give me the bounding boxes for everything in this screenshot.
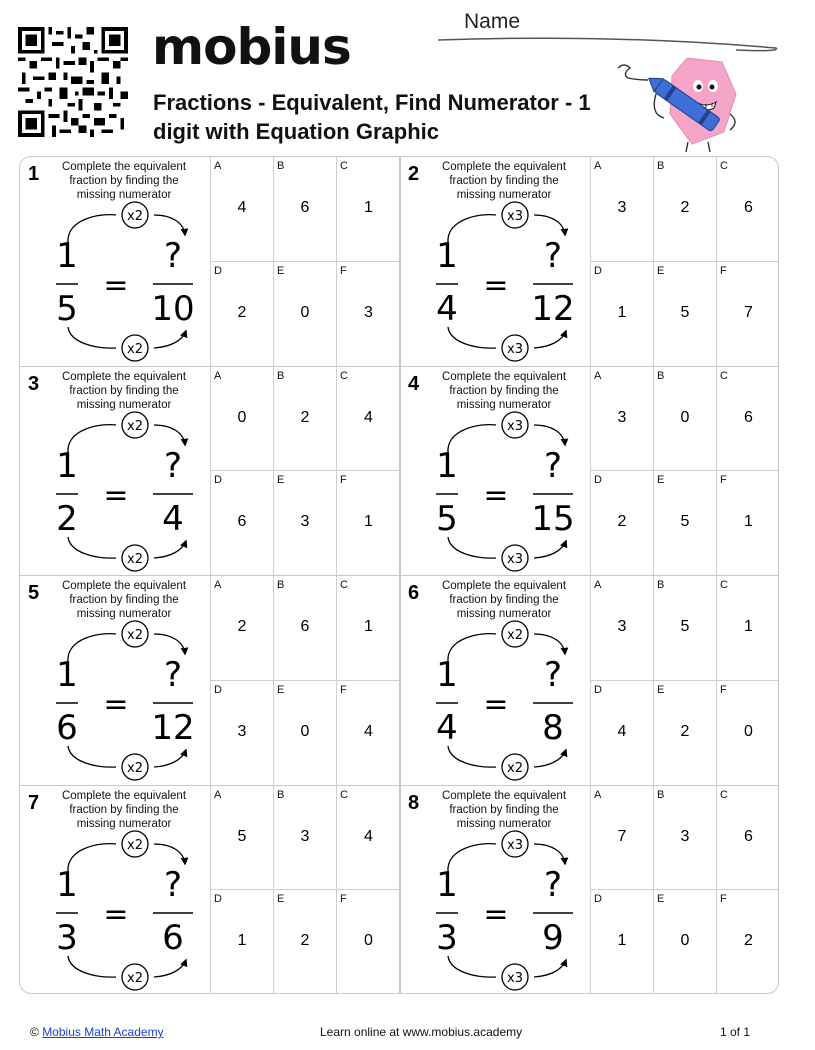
equals-sign: = bbox=[483, 268, 509, 303]
answer-option-f[interactable] bbox=[337, 890, 400, 994]
answer-option-e[interactable] bbox=[274, 471, 337, 576]
answer-option-e[interactable] bbox=[654, 262, 717, 367]
problem-3 bbox=[20, 367, 400, 577]
missing-numerator: ? bbox=[163, 655, 183, 695]
question-number: 3 bbox=[28, 372, 40, 395]
answer-option-b[interactable] bbox=[654, 157, 717, 262]
page-number: 1 of 1 bbox=[720, 1025, 751, 1039]
question-pane bbox=[20, 367, 211, 577]
answer-value: 1 bbox=[617, 932, 627, 950]
answer-option-e[interactable] bbox=[274, 681, 337, 786]
footer-website-text: Learn online at www.mobius.academy bbox=[320, 1025, 523, 1039]
equation-graphic bbox=[20, 576, 211, 785]
missing-numerator: ? bbox=[163, 864, 183, 905]
page-title: Fractions - Equivalent, Find Numerator - 1 digit with Equation Graphic bbox=[153, 90, 591, 144]
answer-letter: E bbox=[277, 264, 285, 277]
answer-value: 1 bbox=[237, 932, 247, 950]
problem-5 bbox=[20, 576, 400, 786]
answer-letter: F bbox=[720, 264, 727, 277]
multiplier-top: x2 bbox=[127, 628, 143, 643]
answer-option-b[interactable] bbox=[274, 157, 337, 262]
answer-option-d[interactable] bbox=[591, 262, 654, 367]
answer-option-e[interactable] bbox=[654, 471, 717, 576]
target-denominator: 15 bbox=[531, 498, 575, 539]
answer-option-c[interactable] bbox=[717, 576, 779, 681]
problem-1 bbox=[20, 157, 400, 367]
equation-graphic bbox=[400, 576, 591, 785]
top-arrow-right bbox=[534, 425, 565, 445]
bottom-arrow-right bbox=[534, 750, 566, 767]
answer-letter: B bbox=[277, 579, 285, 591]
answer-letter: E bbox=[277, 474, 285, 487]
top-arrow-right bbox=[534, 634, 565, 654]
answer-option-b[interactable] bbox=[654, 786, 717, 891]
target-denominator: 10 bbox=[151, 289, 195, 329]
top-arrow-right bbox=[154, 844, 185, 864]
answer-option-c[interactable] bbox=[717, 367, 779, 472]
answer-option-b[interactable] bbox=[274, 786, 337, 891]
bottom-arrow-right bbox=[154, 750, 186, 767]
answer-value: 4 bbox=[364, 827, 373, 845]
bottom-arrow-left bbox=[68, 327, 116, 348]
answer-value: 1 bbox=[364, 513, 373, 531]
equals-sign: = bbox=[103, 896, 129, 932]
answer-letter: B bbox=[657, 160, 665, 172]
answer-option-e[interactable] bbox=[654, 890, 717, 994]
answer-letter: D bbox=[214, 683, 222, 696]
answer-option-f[interactable] bbox=[337, 262, 400, 367]
bottom-arrow-left bbox=[448, 956, 496, 977]
answer-value: 3 bbox=[364, 303, 373, 321]
answer-value: 6 bbox=[300, 618, 310, 635]
answer-option-f[interactable] bbox=[337, 681, 400, 786]
answer-value: 0 bbox=[744, 722, 753, 740]
multiplier-top: x3 bbox=[507, 209, 523, 224]
instruction-text: Complete the equivalent fraction by finding the missing numerator bbox=[61, 161, 187, 201]
answer-value: 4 bbox=[364, 408, 373, 426]
denominator: 6 bbox=[56, 708, 78, 748]
answer-option-a[interactable] bbox=[591, 367, 654, 472]
answer-value: 2 bbox=[237, 618, 247, 635]
answer-value: 5 bbox=[680, 303, 690, 321]
answer-option-d[interactable] bbox=[211, 262, 274, 367]
answer-value: 2 bbox=[744, 932, 753, 950]
instruction-text: Complete the equivalent fraction by finding the missing numerator bbox=[441, 580, 567, 620]
answer-value: 1 bbox=[364, 199, 373, 216]
answer-letter: F bbox=[340, 474, 347, 487]
question-number: 2 bbox=[408, 163, 420, 185]
numerator: 1 bbox=[56, 655, 78, 695]
answer-letter: A bbox=[214, 160, 222, 172]
question-pane bbox=[400, 367, 591, 577]
answer-value: 3 bbox=[617, 618, 627, 635]
answer-letter: E bbox=[657, 893, 665, 906]
answer-value: 2 bbox=[680, 722, 690, 740]
multiplier-top: x3 bbox=[507, 418, 523, 434]
answer-letter: B bbox=[657, 369, 665, 382]
answer-letter: A bbox=[214, 788, 222, 801]
bottom-arrow-right bbox=[154, 960, 186, 977]
answer-letter: B bbox=[657, 788, 665, 801]
denominator: 5 bbox=[56, 289, 78, 329]
copyright bbox=[30, 1025, 164, 1039]
numerator: 1 bbox=[436, 655, 458, 695]
answer-letter: A bbox=[594, 788, 602, 801]
answer-letter: A bbox=[214, 579, 222, 591]
answer-option-c[interactable] bbox=[337, 576, 400, 681]
answer-letter: B bbox=[277, 788, 285, 801]
question-pane bbox=[20, 576, 211, 786]
equation-graphic bbox=[400, 786, 591, 995]
problem-7 bbox=[20, 786, 400, 995]
answer-option-f[interactable] bbox=[717, 262, 779, 367]
multiplier-top: x2 bbox=[127, 418, 143, 434]
answer-option-c[interactable] bbox=[337, 367, 400, 472]
answer-letter: A bbox=[594, 369, 602, 382]
equals-sign: = bbox=[103, 477, 129, 513]
equals-sign: = bbox=[103, 687, 129, 722]
answer-option-c[interactable] bbox=[337, 157, 400, 262]
bottom-arrow-right bbox=[154, 541, 186, 558]
multiplier-bottom: x2 bbox=[127, 761, 143, 776]
instruction-text: Complete the equivalent fraction by finding the missing numerator bbox=[61, 370, 187, 411]
equation-graphic bbox=[400, 157, 591, 366]
top-arrow-right bbox=[154, 215, 185, 235]
answer-choices bbox=[591, 367, 779, 577]
equals-sign: = bbox=[483, 896, 509, 932]
bottom-arrow-left bbox=[68, 956, 116, 977]
answer-choices bbox=[211, 157, 400, 367]
answer-value: 1 bbox=[617, 303, 627, 321]
answer-option-f[interactable] bbox=[717, 890, 779, 994]
target-denominator: 12 bbox=[531, 289, 575, 329]
multiplier-bottom: x3 bbox=[507, 551, 523, 567]
answer-option-c[interactable] bbox=[337, 786, 400, 891]
mascot-illustration bbox=[612, 54, 754, 156]
answer-letter: F bbox=[720, 683, 727, 696]
answer-letter: B bbox=[277, 160, 285, 172]
mobius-logo bbox=[152, 18, 351, 76]
top-arrow-right bbox=[154, 425, 185, 445]
answer-letter: B bbox=[657, 579, 665, 591]
instruction-text: Complete the equivalent fraction by finding the missing numerator bbox=[441, 789, 567, 830]
answer-letter: D bbox=[594, 893, 602, 906]
answer-option-b[interactable] bbox=[274, 576, 337, 681]
multiplier-top: x2 bbox=[507, 628, 523, 643]
answer-choices bbox=[211, 786, 400, 995]
answer-letter: F bbox=[340, 893, 347, 906]
answer-value: 3 bbox=[617, 199, 627, 216]
answer-choices bbox=[211, 367, 400, 577]
answer-letter: F bbox=[720, 893, 727, 906]
answer-letter: D bbox=[594, 474, 602, 487]
copyright-link[interactable]: Mobius Math Academy bbox=[42, 1025, 164, 1039]
answer-value: 2 bbox=[300, 932, 310, 950]
name-label: Name bbox=[464, 10, 521, 33]
multiplier-top: x2 bbox=[127, 209, 143, 224]
equation-graphic bbox=[20, 367, 211, 576]
answer-value: 6 bbox=[744, 408, 753, 426]
answer-option-a[interactable] bbox=[591, 786, 654, 891]
answer-option-a[interactable] bbox=[591, 576, 654, 681]
grid-divider bbox=[20, 366, 778, 367]
question-pane bbox=[400, 786, 591, 995]
answer-letter: F bbox=[340, 683, 347, 696]
problem-8 bbox=[400, 786, 779, 995]
missing-numerator: ? bbox=[163, 236, 183, 276]
answer-value: 2 bbox=[617, 513, 627, 531]
answer-letter: D bbox=[214, 474, 222, 487]
answer-choices bbox=[591, 576, 779, 786]
answer-value: 2 bbox=[680, 199, 690, 216]
answer-value: 1 bbox=[364, 618, 373, 635]
problem-4 bbox=[400, 367, 779, 577]
answer-value: 5 bbox=[680, 618, 690, 635]
missing-numerator: ? bbox=[163, 445, 183, 486]
answer-choices bbox=[211, 576, 400, 786]
equals-sign: = bbox=[483, 687, 509, 722]
answer-value: 5 bbox=[680, 513, 690, 531]
problem-2 bbox=[400, 157, 779, 367]
answer-letter: E bbox=[657, 474, 665, 487]
instruction-text: Complete the equivalent fraction by finding the missing numerator bbox=[61, 580, 187, 620]
target-denominator: 6 bbox=[162, 917, 184, 958]
bottom-arrow-left bbox=[68, 746, 116, 767]
instruction-text: Complete the equivalent fraction by finding the missing numerator bbox=[441, 370, 567, 411]
denominator: 3 bbox=[56, 917, 78, 958]
answer-letter: C bbox=[720, 788, 728, 801]
answer-letter: E bbox=[277, 893, 285, 906]
numerator: 1 bbox=[436, 864, 458, 905]
denominator: 4 bbox=[436, 708, 458, 748]
multiplier-top: x2 bbox=[127, 837, 143, 853]
answer-letter: C bbox=[720, 160, 728, 172]
answer-option-d[interactable] bbox=[591, 890, 654, 994]
answer-value: 2 bbox=[300, 408, 310, 426]
question-pane bbox=[400, 576, 591, 786]
question-number: 8 bbox=[408, 791, 420, 814]
answer-choices bbox=[591, 157, 779, 367]
numerator: 1 bbox=[56, 236, 78, 276]
grid-divider bbox=[20, 785, 778, 786]
target-denominator: 4 bbox=[162, 498, 184, 539]
numerator: 1 bbox=[436, 236, 458, 276]
answer-value: 7 bbox=[617, 827, 627, 845]
answer-letter: F bbox=[720, 474, 727, 487]
question-pane bbox=[20, 786, 211, 995]
grid-divider bbox=[20, 575, 778, 576]
answer-option-d[interactable] bbox=[591, 681, 654, 786]
answer-option-f[interactable] bbox=[717, 471, 779, 576]
answer-option-f[interactable] bbox=[717, 681, 779, 786]
answer-letter: E bbox=[657, 264, 665, 277]
bottom-arrow-left bbox=[68, 537, 116, 558]
answer-value: 3 bbox=[300, 513, 310, 531]
answer-value: 6 bbox=[300, 199, 310, 216]
equals-sign: = bbox=[103, 268, 129, 303]
answer-value: 0 bbox=[680, 408, 690, 426]
answer-option-d[interactable] bbox=[211, 471, 274, 576]
missing-numerator: ? bbox=[543, 655, 563, 695]
copyright-symbol: © bbox=[30, 1025, 39, 1039]
answer-value: 7 bbox=[744, 303, 753, 321]
bottom-arrow-right bbox=[534, 541, 566, 558]
answer-option-e[interactable] bbox=[274, 890, 337, 994]
answer-value: 0 bbox=[680, 932, 690, 950]
answer-letter: C bbox=[340, 579, 348, 591]
question-number: 5 bbox=[28, 582, 40, 604]
answer-letter: C bbox=[720, 369, 728, 382]
answer-value: 3 bbox=[237, 722, 247, 740]
answer-letter: C bbox=[720, 579, 728, 591]
answer-letter: C bbox=[340, 160, 348, 172]
answer-value: 5 bbox=[237, 827, 247, 845]
answer-letter: A bbox=[594, 579, 602, 591]
question-number: 1 bbox=[28, 163, 40, 185]
answer-value: 1 bbox=[744, 618, 753, 635]
answer-option-b[interactable] bbox=[654, 576, 717, 681]
answer-option-e[interactable] bbox=[654, 681, 717, 786]
multiplier-bottom: x3 bbox=[507, 342, 523, 357]
denominator: 5 bbox=[436, 498, 458, 539]
answer-option-a[interactable] bbox=[591, 157, 654, 262]
missing-numerator: ? bbox=[543, 864, 563, 905]
question-pane bbox=[20, 157, 211, 367]
answer-option-e[interactable] bbox=[274, 262, 337, 367]
answer-value: 4 bbox=[237, 199, 247, 216]
answer-letter: C bbox=[340, 788, 348, 801]
denominator: 4 bbox=[436, 289, 458, 329]
multiplier-bottom: x2 bbox=[127, 970, 143, 986]
equation-graphic bbox=[400, 367, 591, 576]
answer-choices bbox=[591, 786, 779, 995]
answer-letter: A bbox=[214, 369, 222, 382]
bottom-arrow-right bbox=[534, 960, 566, 977]
question-number: 4 bbox=[408, 372, 420, 395]
answer-letter: F bbox=[340, 264, 347, 277]
target-denominator: 12 bbox=[151, 708, 195, 748]
answer-value: 0 bbox=[237, 408, 247, 426]
multiplier-top: x3 bbox=[507, 837, 523, 853]
numerator: 1 bbox=[56, 864, 78, 905]
answer-letter: C bbox=[340, 369, 348, 382]
answer-option-d[interactable] bbox=[591, 471, 654, 576]
bottom-arrow-left bbox=[448, 746, 496, 767]
question-number: 6 bbox=[408, 582, 420, 604]
answer-option-b[interactable] bbox=[654, 367, 717, 472]
bottom-arrow-right bbox=[154, 331, 186, 348]
equals-sign: = bbox=[483, 477, 509, 513]
answer-value: 0 bbox=[300, 303, 310, 321]
top-arrow-right bbox=[154, 634, 185, 654]
answer-option-a[interactable] bbox=[211, 786, 274, 891]
instruction-text: Complete the equivalent fraction by finding the missing numerator bbox=[441, 161, 567, 201]
numerator: 1 bbox=[56, 445, 78, 486]
answer-letter: E bbox=[657, 683, 665, 696]
answer-value: 0 bbox=[364, 932, 373, 950]
answer-value: 3 bbox=[617, 408, 627, 426]
missing-numerator: ? bbox=[543, 445, 563, 486]
answer-value: 6 bbox=[237, 513, 247, 531]
answer-letter: D bbox=[214, 264, 222, 277]
answer-value: 6 bbox=[744, 199, 753, 216]
bottom-arrow-left bbox=[448, 537, 496, 558]
answer-value: 4 bbox=[617, 722, 627, 740]
bottom-arrow-right bbox=[534, 331, 566, 348]
answer-value: 4 bbox=[364, 722, 373, 740]
equation-graphic bbox=[20, 157, 211, 366]
multiplier-bottom: x3 bbox=[507, 970, 523, 986]
qr-code bbox=[17, 27, 129, 137]
answer-letter: D bbox=[214, 893, 222, 906]
answer-letter: D bbox=[594, 264, 602, 277]
answer-option-a[interactable] bbox=[211, 157, 274, 262]
multiplier-bottom: x2 bbox=[127, 342, 143, 357]
numerator: 1 bbox=[436, 445, 458, 486]
answer-value: 1 bbox=[744, 513, 753, 531]
answer-option-b[interactable] bbox=[274, 367, 337, 472]
answer-value: 3 bbox=[680, 827, 690, 845]
target-denominator: 8 bbox=[542, 708, 564, 748]
answer-letter: B bbox=[277, 369, 285, 382]
answer-letter: A bbox=[594, 160, 602, 172]
instruction-text: Complete the equivalent fraction by finding the missing numerator bbox=[61, 789, 187, 830]
question-pane bbox=[400, 157, 591, 367]
answer-value: 3 bbox=[300, 827, 310, 845]
answer-letter: E bbox=[277, 683, 285, 696]
denominator: 2 bbox=[56, 498, 78, 539]
answer-value: 0 bbox=[300, 722, 310, 740]
missing-numerator: ? bbox=[543, 236, 563, 276]
target-denominator: 9 bbox=[542, 917, 564, 958]
answer-value: 6 bbox=[744, 827, 753, 845]
answer-option-d[interactable] bbox=[211, 890, 274, 994]
answer-option-f[interactable] bbox=[337, 471, 400, 576]
name-field-line[interactable] bbox=[436, 30, 781, 55]
answer-option-d[interactable] bbox=[211, 681, 274, 786]
denominator: 3 bbox=[436, 917, 458, 958]
answer-letter: D bbox=[594, 683, 602, 696]
top-arrow-right bbox=[534, 215, 565, 235]
equation-graphic bbox=[20, 786, 211, 995]
top-arrow-right bbox=[534, 844, 565, 864]
problem-6 bbox=[400, 576, 779, 786]
answer-option-a[interactable] bbox=[211, 367, 274, 472]
answer-option-c[interactable] bbox=[717, 786, 779, 891]
multiplier-bottom: x2 bbox=[507, 761, 523, 776]
answer-option-a[interactable] bbox=[211, 576, 274, 681]
answer-option-c[interactable] bbox=[717, 157, 779, 262]
logo-text: mobius bbox=[152, 18, 351, 76]
bottom-arrow-left bbox=[448, 327, 496, 348]
problems-grid bbox=[19, 156, 779, 994]
answer-value: 2 bbox=[237, 303, 247, 321]
question-number: 7 bbox=[28, 791, 40, 814]
multiplier-bottom: x2 bbox=[127, 551, 143, 567]
